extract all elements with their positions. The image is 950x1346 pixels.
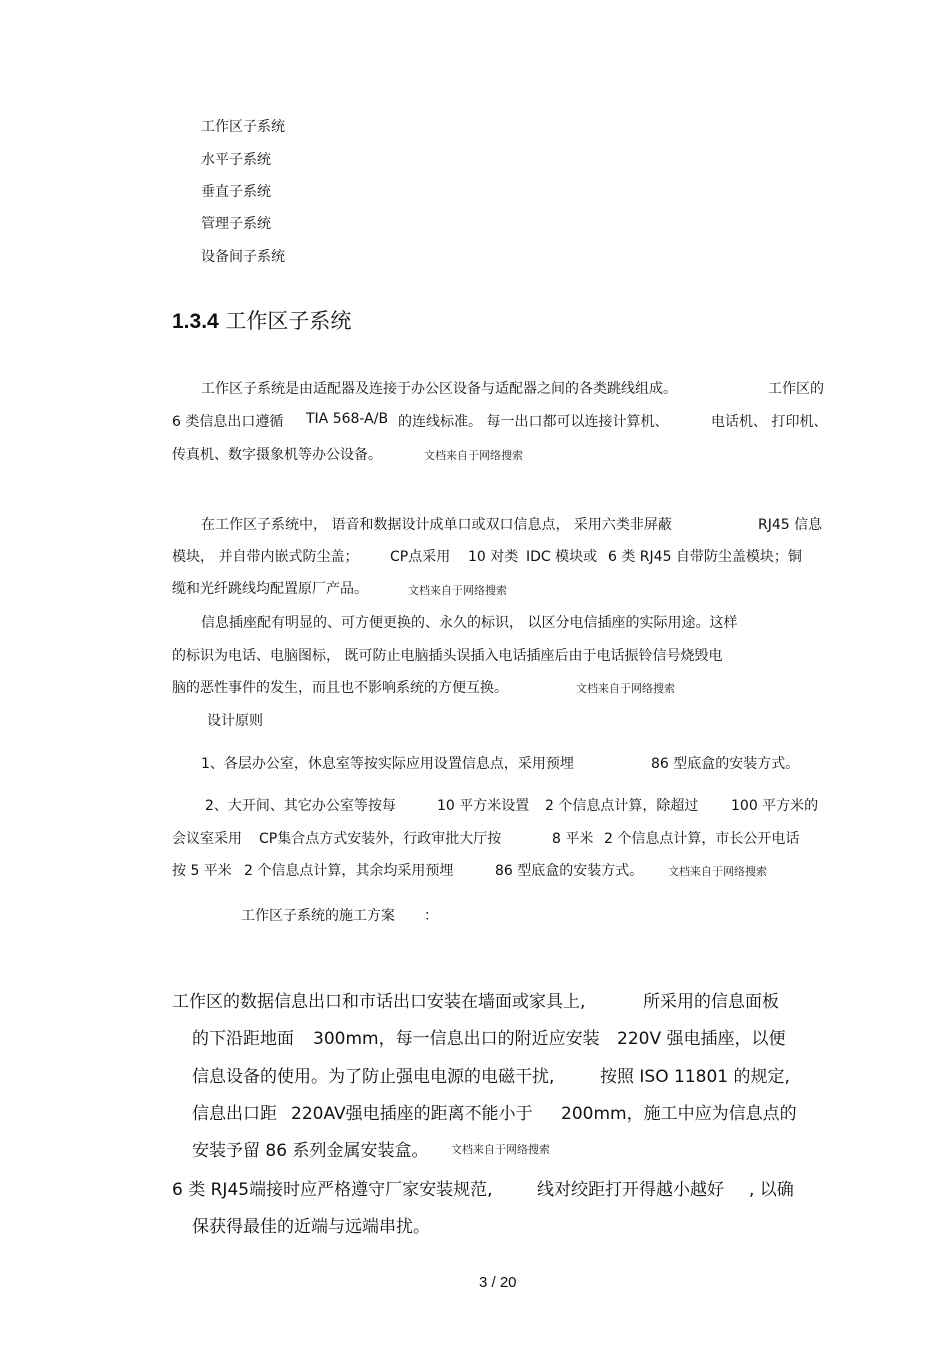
paragraph-line: 8 平米 <box>552 831 594 847</box>
paragraph-line: 10 对类 <box>468 549 519 565</box>
paragraph-line: 6 类信息出口遵循 <box>172 414 284 430</box>
paragraph-line: 的连线标准。 每一出口都可以连接计算机、 <box>398 414 669 430</box>
paragraph-line: 线对绞距打开得越小越好 <box>537 1180 724 1200</box>
source-note: 文档来自于网络搜索 <box>424 449 523 462</box>
paragraph-line: 脑的恶性事件的发生，而且也不影响系统的方便互换。 <box>172 680 508 696</box>
source-note: 文档来自于网络搜索 <box>451 1143 550 1156</box>
paragraph-line: 信息出口距 <box>192 1104 277 1124</box>
paragraph-line: 工作区子系统是由适配器及连接于办公区设备与适配器之间的各类跳线组成。 <box>201 381 677 397</box>
paragraph-line: 100 平方米的 <box>731 798 819 814</box>
paragraph-line: RJ45 信息 <box>758 517 823 533</box>
paragraph-line: 缆和光纤跳线均配置原厂产品。 <box>172 581 368 597</box>
section-title: 工作区子系统 <box>225 309 352 333</box>
section-number: 1.3.4 <box>172 310 219 333</box>
paragraph-line: 在工作区子系统中， 语音和数据设计成单口或双口信息点， 采用六类非屏蔽 <box>201 517 672 533</box>
paragraph-line: 模块， 并自带内嵌式防尘盖； <box>172 549 359 565</box>
paragraph-line: 220V 强电插座，以便 <box>617 1029 786 1049</box>
paragraph-line: 保获得最佳的近端与远端串扰。 <box>192 1217 430 1237</box>
paragraph-line: 2 个信息点计算，市长公开电话 <box>604 831 800 847</box>
paragraph-line: 300mm，每一信息出口的附近应安装 <box>313 1029 600 1049</box>
paragraph-line: CP集合点方式安装外，行政审批大厅按 <box>259 831 502 847</box>
list-item: 水平子系统 <box>201 152 271 168</box>
paragraph-line: 2 个信息点计算，除超过 <box>545 798 699 814</box>
paragraph-line: 所采用的信息面板 <box>643 992 779 1012</box>
paragraph-line: 传真机、数字摄象机等办公设备。 <box>172 447 382 463</box>
paragraph-line: 工作区的数据信息出口和市话出口安装在墙面或家具上, <box>172 992 586 1012</box>
paragraph-line: CP点采用 <box>390 549 451 565</box>
paragraph-line: IDC 模块或 <box>526 549 598 565</box>
list-item: 工作区子系统 <box>201 119 285 135</box>
paragraph-line: 按照 ISO 11801 的规定, <box>600 1067 790 1087</box>
paragraph-line: 按 5 平米 <box>172 863 232 879</box>
list-item: 86 型底盒的安装方式。 <box>651 756 800 772</box>
list-item: 设备间子系统 <box>201 249 285 265</box>
design-principles-title: 设计原则 <box>207 713 263 729</box>
paragraph-line: 电话机、 打印机、 <box>711 414 828 430</box>
paragraph-line: 6 类 RJ45 自带防尘盖模块；铜 <box>608 549 802 565</box>
plan-title-colon: ： <box>424 908 438 924</box>
paragraph-line: 220AV强电插座的距离不能小于 <box>291 1104 533 1124</box>
page-number: 3 / 20 <box>479 1274 517 1291</box>
paragraph-line: 工作区的 <box>768 381 824 397</box>
paragraph-line: 信息插座配有明显的、可方便更换的、永久的标识， 以区分电信插座的实际用途。这样 <box>201 615 738 631</box>
paragraph-line: 200mm，施工中应为信息点的 <box>561 1104 797 1124</box>
paragraph-line: 10 平方米设置 <box>437 798 530 814</box>
source-note: 文档来自于网络搜索 <box>576 682 675 695</box>
plan-title: 工作区子系统的施工方案 <box>241 908 395 924</box>
section-heading <box>172 305 351 335</box>
paragraph-line: , 以确 <box>749 1180 794 1200</box>
list-item: 1、各层办公室，休息室等按实际应用设置信息点，采用预埋 <box>201 756 574 772</box>
paragraph-line: TIA 568-A/B <box>306 411 389 427</box>
paragraph-line: 2 个信息点计算，其余均采用预埋 <box>244 863 454 879</box>
paragraph-line: 86 型底盒的安装方式。 <box>495 863 644 879</box>
list-item: 管理子系统 <box>201 216 271 232</box>
paragraph-line: 2、大开间、其它办公室等按每 <box>205 798 396 814</box>
paragraph-line: 会议室采用 <box>172 831 242 847</box>
paragraph-line: 的标识为电话、电脑图标， 既可防止电脑插头误插入电话插座后由于电话振铃信号烧毁电 <box>172 648 723 664</box>
source-note: 文档来自于网络搜索 <box>408 584 507 597</box>
paragraph-line: 的下沿距地面 <box>192 1029 294 1049</box>
paragraph-line: 安装予留 86 系列金属安装盒。 <box>192 1141 429 1161</box>
paragraph-line: 信息设备的使用。为了防止强电电源的电磁干扰, <box>192 1067 555 1087</box>
source-note: 文档来自于网络搜索 <box>668 865 767 878</box>
paragraph-line: 6 类 RJ45端接时应严格遵守厂家安装规范, <box>172 1180 493 1200</box>
list-item: 垂直子系统 <box>201 184 271 200</box>
